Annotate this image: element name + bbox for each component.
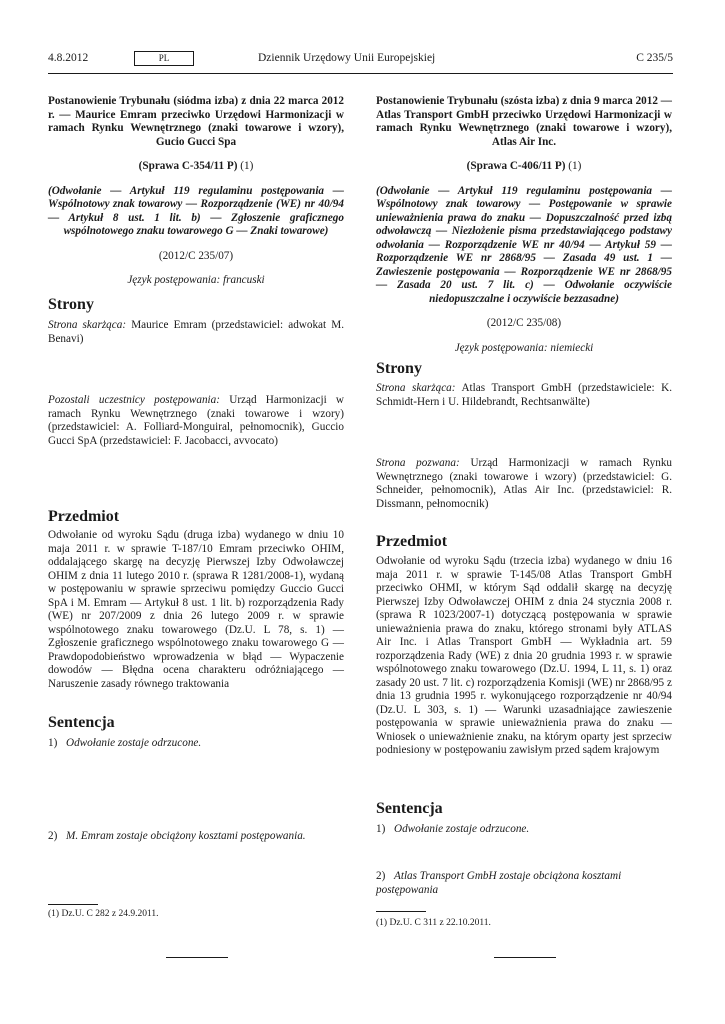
- party-defendant: [376, 457, 672, 511]
- left-subject-title-wrap: [48, 508, 344, 526]
- party-applicant-text: Atlas Transport GmbH (przedstawiciele: K. Schmidt-Hern i U. Hildebrandt, Rechtsanwälte): [376, 382, 673, 408]
- case-heading: Postanowienie Trybunału (siódma izba) z dnia 22 marca 2012 r. — Maurice Emram przeciwko Urzędowi Harmonizacji w ramach Rynku Wewnętrznego (znaki towarowe i wzory), Gucio Gucci Spa: [48, 95, 344, 148]
- header-date: 4.8.2012: [48, 52, 89, 64]
- ruling-number: 1): [376, 823, 386, 835]
- right-party2: [376, 457, 672, 511]
- footnote: (1) Dz.U. C 282 z 24.9.2011.: [48, 909, 159, 919]
- footnote-rule: [376, 911, 426, 912]
- footnote: (1) Dz.U. C 311 z 22.10.2011.: [376, 918, 491, 928]
- right-parties-title-wrap: [376, 360, 672, 378]
- ruling-text: Odwołanie zostaje odrzucone.: [66, 737, 202, 749]
- left-ruling1: [48, 737, 344, 751]
- right-ruling2: [376, 870, 672, 897]
- procedure-language: [48, 274, 344, 288]
- subject-text: Odwołanie od wyroku Sądu (druga izba) wydanego w dniu 10 maja 2011 r. w sprawie T-187/10 Emram przeciwko OHIM, oddalającego skargę na decyzję Pierwszej Izby Odwoławczej OHIM z dnia 11 lutego 2010 r. (sprawa R 1281/2008-1), wydaną w postępowaniu w sprawie sprzeciwu pomiędzy Guccio Gucci SpA i M. Emram — Artykuł 8 ust. 1 lit. b) rozporządzenia Rady (WE) nr 207/2009 z dnia 26 lutego 2009 r. w sprawie wspólnotowego znaku towarowego (Dz.U. L 78, s. 1) — Zgłoszenie graficznego wspólnotowego znaku towarowego G — Prawdopodobieństwo wprowadzenia w błąd — Wypaczenie dowodów — Błędna ocena charakteru odróżniającego — Naruszenie zasady równego traktowania: [48, 529, 344, 690]
- footnote-ref: (1): [568, 160, 582, 172]
- subject-text: Odwołanie od wyroku Sądu (trzecia izba) wydanego w dniu 16 maja 2011 r. w sprawie T-145/08 Atlas Transport GmbH przeciwko OHMI, w którym Sąd oddalił skargę na decyzję Pierwszej Izby Odwoławczej OHIM z dnia 24 stycznia 2008 r. (sprawa R 1023/2007-1) dotyczącą postępowania w sprawie unieważnienia prawa do znaku, którego stronami były ATLAS Air Inc. i Atlas Transport GmbH — Wykładnia art. 59 rozporządzenia Rady (WE) z dnia 20 grudnia 1993 r. w sprawie wspólnotowego znaku towarowego (Dz.U. 1994, L 11, s. 1) oraz zasady 20 ust. 7 lit. c) rozporządzenia Komisji (WE) nr 2868/95 z dnia 13 grudnia 1995 r. wykonującego rozporządzenie nr 40/94 (Dz.U. L 303, s. 1) — Warunki uzasadniające zawieszenie postępowania w sprawie unieważnienia prawa do znaku — Wniosek o unieważnienie znaku, na którym oparty jest sprzeciw podniesiony w postępowaniu zawisłym przed sądem krajowym: [376, 555, 672, 756]
- ruling-text: M. Emram zostaje obciążony kosztami postępowania.: [66, 830, 306, 842]
- end-rule: [494, 957, 556, 958]
- case-subject: (Odwołanie — Artykuł 119 regulaminu postępowania — Wspólnotowy znak towarowy — Postępowanie w sprawie unieważnienia prawa do znaku — Dopuszczalność przed izbą odwoławczą — Niezłożenie pisma przedstawiającego podstawy odwołania — Rozporządzenie WE nr 40/94 — Artykuł 59 — Rozporządzenie WE nr 2868/95 — Zasada 49 ust. 1 — Zawieszenie postępowania — Rozporządzenie WE nr 2868/95 — Zasada 20 ust. 7 lit. c) — Odwołanie oczywiście niedopuszczalne i oczywiście bezzasadne): [376, 184, 672, 305]
- ruling-item: [376, 870, 672, 897]
- page-number: C 235/5: [636, 52, 673, 64]
- section-title-parties: Strony: [376, 360, 422, 377]
- procedure-language-value: francuski: [223, 274, 265, 286]
- footnote-ref: (1): [240, 160, 254, 172]
- ruling-number: 2): [376, 870, 386, 882]
- section-title-parties: Strony: [48, 296, 94, 313]
- left-party1: [48, 319, 344, 346]
- language-badge: PL: [134, 51, 194, 66]
- right-subject: [376, 555, 672, 758]
- ruling-item: [48, 737, 344, 751]
- header-rule: [48, 73, 673, 74]
- section-title-subject: Przedmiot: [376, 533, 448, 550]
- party-applicant-label: Strona skarżąca:: [376, 382, 456, 394]
- right-column: [376, 95, 672, 355]
- procedure-language-label: Język postępowania:: [454, 341, 548, 354]
- party-applicant: [376, 382, 672, 409]
- procedure-language-label: Język postępowania:: [127, 274, 221, 286]
- left-ruling-title-wrap: [48, 714, 344, 732]
- procedure-language-value: niemiecki: [550, 341, 594, 354]
- end-rule: [166, 957, 228, 958]
- party-other-label: Pozostali uczestnicy postępowania:: [48, 394, 220, 406]
- right-ruling-title-wrap: [376, 800, 672, 818]
- party-other: [48, 394, 344, 448]
- ruling-item: [48, 830, 344, 844]
- party-applicant-label: Strona skarżąca:: [48, 319, 127, 331]
- party-defendant-text: Urząd Harmonizacji w ramach Rynku Wewnętrznego (znaki towarowe i wzory) (przedstawiciel: G. Schneider, pełnomocnik), Atlas Air Inc. (przedstawiciel: R. Dissmann, pełnomocnik): [376, 457, 673, 510]
- publication-ref: (2012/C 235/08): [486, 317, 562, 329]
- left-party2: [48, 394, 344, 448]
- party-defendant-label: Strona pozwana:: [376, 457, 460, 469]
- ruling-number: 1): [48, 737, 58, 749]
- case-subject: (Odwołanie — Artykuł 119 regulaminu postępowania — Wspólnotowy znak towarowy — Rozporządzenie (WE) nr 40/94 — Artykuł 8 ust. 1 lit. b) — Zgłoszenie graficznego wspólnotowego znaku towarowego G — Znaki towarowe): [48, 184, 344, 237]
- procedure-language: [376, 342, 672, 356]
- page-header: [48, 52, 673, 68]
- ruling-text: Atlas Transport GmbH zostaje obciążona kosztami postępowania: [376, 870, 622, 896]
- left-subject: [48, 529, 344, 691]
- right-ruling1: [376, 823, 672, 837]
- ruling-item: [376, 823, 672, 837]
- case-number-text: (Sprawa C-406/11 P): [466, 160, 566, 172]
- ruling-text: Odwołanie zostaje odrzucone.: [394, 823, 530, 835]
- section-title-ruling: Sentencja: [376, 800, 443, 817]
- right-party1: [376, 382, 672, 409]
- case-number-text: (Sprawa C-354/11 P): [138, 160, 238, 172]
- left-column: [48, 95, 344, 288]
- journal-title: Dziennik Urzędowy Unii Europejskiej: [258, 52, 436, 64]
- right-subject-title-wrap: [376, 533, 672, 551]
- party-other-text: Urząd Harmonizacji w ramach Rynku Wewnętrznego (znaki towarowe i wzory) (przedstawiciel: A. Folliard-Monguiral, pełnomocnik), Guccio Gucci SpA (przedstawiciel: F. Jacobacci, avvocato): [48, 394, 344, 447]
- party-applicant-text: Maurice Emram (przedstawiciel: adwokat M. Benavi): [48, 319, 345, 345]
- case-heading: Postanowienie Trybunału (szósta izba) z dnia 9 marca 2012 — Atlas Transport GmbH przeciwko Urzędowi Harmonizacji w ramach Rynku Wewnętrznego (znaki towarowe i wzory), Atlas Air Inc.: [376, 95, 672, 148]
- section-title-ruling: Sentencja: [48, 714, 115, 731]
- publication-ref: (2012/C 235/07): [158, 249, 234, 262]
- section-title-subject: Przedmiot: [48, 508, 120, 525]
- left-parties-title-wrap: [48, 296, 344, 314]
- case-number: [48, 160, 344, 174]
- party-applicant: [48, 319, 344, 346]
- left-ruling2: [48, 830, 344, 844]
- case-number: [376, 160, 672, 174]
- ruling-number: 2): [48, 830, 58, 842]
- footnote-rule: [48, 904, 98, 905]
